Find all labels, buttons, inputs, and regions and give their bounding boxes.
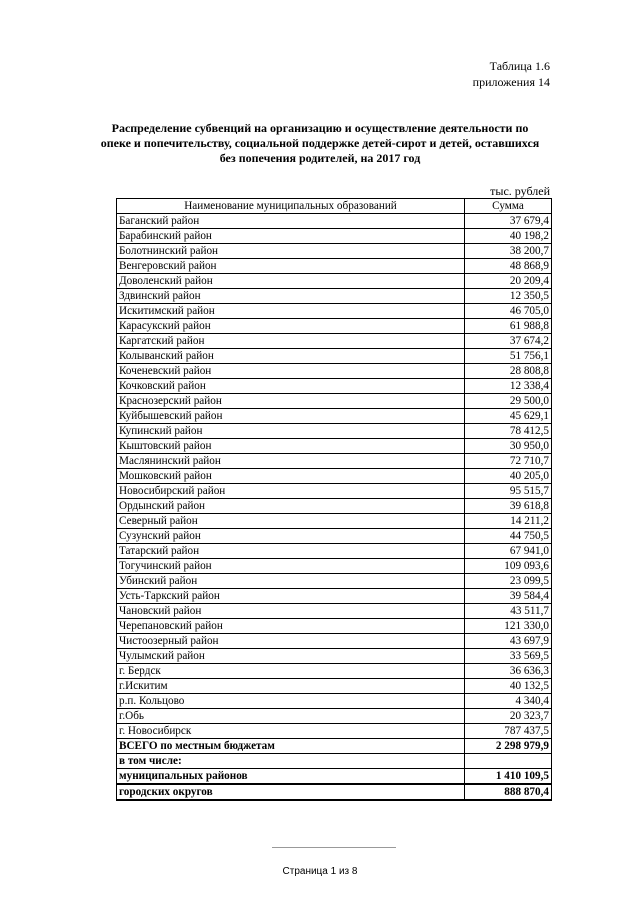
subsidy-table bbox=[116, 198, 552, 801]
subsidy-amount: 36 636,3 bbox=[465, 664, 552, 679]
table-row bbox=[117, 289, 552, 304]
table-number: Таблица 1.6 bbox=[489, 59, 550, 73]
table-row bbox=[117, 454, 552, 469]
including-empty-cell bbox=[465, 754, 552, 769]
table-row bbox=[117, 499, 552, 514]
subsidy-amount: 28 808,8 bbox=[465, 364, 552, 379]
municipality-name: Сузунский район bbox=[117, 529, 465, 544]
table-row bbox=[117, 559, 552, 574]
table-row bbox=[117, 439, 552, 454]
municipality-name: Кыштовский район bbox=[117, 439, 465, 454]
table-row bbox=[117, 724, 552, 739]
municipality-name: Искитимский район bbox=[117, 304, 465, 319]
subsidy-amount: 40 132,5 bbox=[465, 679, 552, 694]
column-header-name: Наименование муниципальных образований bbox=[117, 199, 465, 214]
total-row bbox=[117, 739, 552, 754]
table-row bbox=[117, 304, 552, 319]
table-row bbox=[117, 349, 552, 364]
municipality-name: Усть-Таркский район bbox=[117, 589, 465, 604]
table-row bbox=[117, 379, 552, 394]
total-amount: 2 298 979,9 bbox=[465, 739, 552, 754]
subsidy-amount: 37 674,2 bbox=[465, 334, 552, 349]
subsidy-amount: 51 756,1 bbox=[465, 349, 552, 364]
subsidy-amount: 38 200,7 bbox=[465, 244, 552, 259]
subsidy-amount: 43 511,7 bbox=[465, 604, 552, 619]
subsidy-amount: 37 679,4 bbox=[465, 214, 552, 229]
municipality-name: Каргатский район bbox=[117, 334, 465, 349]
municipality-name: Здвинский район bbox=[117, 289, 465, 304]
subtotal-label: муниципальных районов bbox=[117, 769, 465, 785]
table-row bbox=[117, 274, 552, 289]
municipality-name: Маслянинский район bbox=[117, 454, 465, 469]
table-row bbox=[117, 469, 552, 484]
subsidy-amount: 109 093,6 bbox=[465, 559, 552, 574]
municipality-name: г. Бердск bbox=[117, 664, 465, 679]
table-summary bbox=[117, 739, 552, 801]
table-row bbox=[117, 319, 552, 334]
municipality-name: Баганский район bbox=[117, 214, 465, 229]
municipality-name: Северный район bbox=[117, 514, 465, 529]
subsidy-amount: 33 569,5 bbox=[465, 649, 552, 664]
municipality-name: Убинский район bbox=[117, 574, 465, 589]
subsidy-amount: 95 515,7 bbox=[465, 484, 552, 499]
subsidy-amount: 23 099,5 bbox=[465, 574, 552, 589]
municipality-name: Чистоозерный район bbox=[117, 634, 465, 649]
municipality-name: Доволенский район bbox=[117, 274, 465, 289]
municipality-name: Коченевский район bbox=[117, 364, 465, 379]
subtotal-amount: 888 870,4 bbox=[465, 784, 552, 800]
subsidy-amount: 787 437,5 bbox=[465, 724, 552, 739]
subsidy-amount: 14 211,2 bbox=[465, 514, 552, 529]
subtotal-row-districts bbox=[117, 769, 552, 785]
municipality-name: Краснозерский район bbox=[117, 394, 465, 409]
municipality-name: р.п. Кольцово bbox=[117, 694, 465, 709]
subsidy-amount: 48 868,9 bbox=[465, 259, 552, 274]
municipality-name: Чулымский район bbox=[117, 649, 465, 664]
subsidy-amount: 20 323,7 bbox=[465, 709, 552, 724]
municipality-name: Кочковский район bbox=[117, 379, 465, 394]
municipality-name: Татарский район bbox=[117, 544, 465, 559]
subsidy-amount: 45 629,1 bbox=[465, 409, 552, 424]
footer-divider bbox=[272, 847, 396, 848]
subsidy-amount: 61 988,8 bbox=[465, 319, 552, 334]
table-body bbox=[117, 214, 552, 739]
table-row bbox=[117, 259, 552, 274]
title-line-3: без попечения родителей, на 2017 год bbox=[219, 151, 421, 165]
municipality-name: Болотнинский район bbox=[117, 244, 465, 259]
municipality-name: Новосибирский район bbox=[117, 484, 465, 499]
table-row bbox=[117, 619, 552, 634]
including-row bbox=[117, 754, 552, 769]
table-row bbox=[117, 514, 552, 529]
column-header-amount: Сумма bbox=[465, 199, 552, 214]
subsidy-amount: 30 950,0 bbox=[465, 439, 552, 454]
municipality-name: Черепановский район bbox=[117, 619, 465, 634]
page-number: Страница 1 из 8 bbox=[282, 866, 358, 877]
subsidy-amount: 78 412,5 bbox=[465, 424, 552, 439]
municipality-name: г.Искитим bbox=[117, 679, 465, 694]
subsidy-amount: 40 198,2 bbox=[465, 229, 552, 244]
subsidy-amount: 12 350,5 bbox=[465, 289, 552, 304]
table-row bbox=[117, 484, 552, 499]
subsidy-amount: 43 697,9 bbox=[465, 634, 552, 649]
table-row bbox=[117, 334, 552, 349]
table-row bbox=[117, 529, 552, 544]
subsidy-amount: 72 710,7 bbox=[465, 454, 552, 469]
table-row bbox=[117, 409, 552, 424]
title-line-1: Распределение субвенций на организацию и осуществление деятельности по bbox=[111, 121, 529, 135]
table-row bbox=[117, 214, 552, 229]
municipality-name: Карасукский район bbox=[117, 319, 465, 334]
subsidy-amount: 4 340,4 bbox=[465, 694, 552, 709]
table-row bbox=[117, 394, 552, 409]
municipality-name: Колыванский район bbox=[117, 349, 465, 364]
table-row bbox=[117, 604, 552, 619]
subsidy-amount: 44 750,5 bbox=[465, 529, 552, 544]
municipality-name: Купинский район bbox=[117, 424, 465, 439]
appendix-number: приложения 14 bbox=[472, 75, 550, 89]
table-row bbox=[117, 424, 552, 439]
table-row bbox=[117, 709, 552, 724]
subsidy-amount: 29 500,0 bbox=[465, 394, 552, 409]
subsidy-amount: 40 205,0 bbox=[465, 469, 552, 484]
municipality-name: г. Новосибирск bbox=[117, 724, 465, 739]
units-label: тыс. рублей bbox=[490, 184, 550, 198]
title-line-2: опеке и попечительству, социальной поддержке детей-сирот и детей, оставшихся bbox=[100, 136, 540, 150]
municipality-name: Тогучинский район bbox=[117, 559, 465, 574]
table-row bbox=[117, 634, 552, 649]
table-row bbox=[117, 649, 552, 664]
table-row bbox=[117, 364, 552, 379]
municipality-name: Венгеровский район bbox=[117, 259, 465, 274]
including-label: в том числе: bbox=[117, 754, 465, 769]
subtotal-label: городских округов bbox=[117, 784, 465, 800]
table-row bbox=[117, 664, 552, 679]
municipality-name: Ордынский район bbox=[117, 499, 465, 514]
document-title bbox=[100, 121, 540, 166]
table-header-row bbox=[117, 199, 552, 214]
table-row bbox=[117, 244, 552, 259]
subsidy-amount: 12 338,4 bbox=[465, 379, 552, 394]
total-label: ВСЕГО по местным бюджетам bbox=[117, 739, 465, 754]
municipality-name: Мошковский район bbox=[117, 469, 465, 484]
table-reference bbox=[473, 58, 550, 90]
subsidy-amount: 67 941,0 bbox=[465, 544, 552, 559]
subsidy-amount: 46 705,0 bbox=[465, 304, 552, 319]
subtotal-amount: 1 410 109,5 bbox=[465, 769, 552, 785]
table-row bbox=[117, 679, 552, 694]
subsidy-amount: 39 584,4 bbox=[465, 589, 552, 604]
table-row bbox=[117, 574, 552, 589]
municipality-name: Куйбышевский район bbox=[117, 409, 465, 424]
subsidy-amount: 39 618,8 bbox=[465, 499, 552, 514]
table-row bbox=[117, 694, 552, 709]
subsidy-amount: 121 330,0 bbox=[465, 619, 552, 634]
table-row bbox=[117, 229, 552, 244]
subsidy-amount: 20 209,4 bbox=[465, 274, 552, 289]
municipality-name: Барабинский район bbox=[117, 229, 465, 244]
municipality-name: Чановский район bbox=[117, 604, 465, 619]
municipality-name: г.Обь bbox=[117, 709, 465, 724]
table-row bbox=[117, 544, 552, 559]
table-row bbox=[117, 589, 552, 604]
subtotal-row-city-districts bbox=[117, 784, 552, 800]
